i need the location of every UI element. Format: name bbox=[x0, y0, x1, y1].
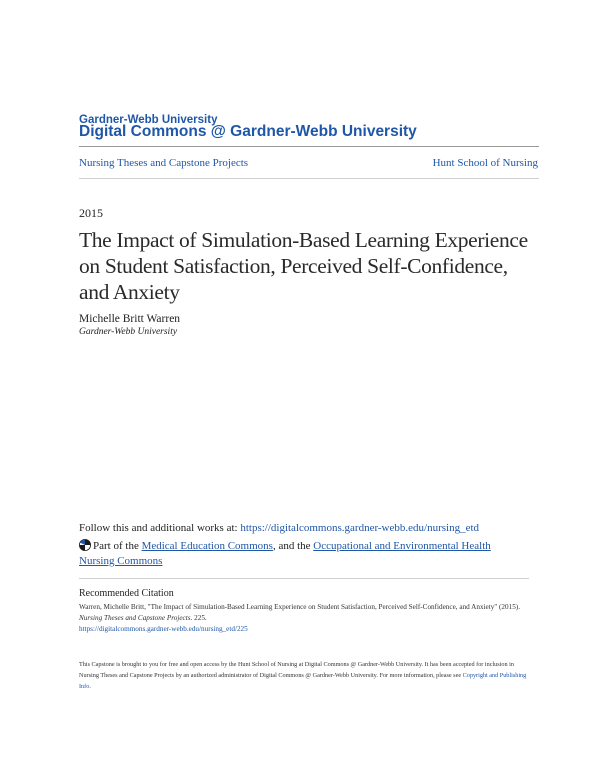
footer-notice bbox=[79, 659, 529, 692]
header-divider bbox=[79, 146, 539, 147]
follow-prefix: Follow this and additional works at: bbox=[79, 522, 241, 534]
author-name: Michelle Britt Warren bbox=[79, 313, 181, 325]
part-of-prefix: Part of the bbox=[93, 540, 142, 552]
paper-title: The Impact of Simulation-Based Learning Experience on Student Satisfaction, Perceived Self-Confidence, and Anxiety bbox=[79, 228, 528, 304]
citation-text bbox=[79, 602, 529, 635]
footer-text: This Capstone is brought to you for free and open access by the Hunt School of Nursing at Digital Commons @ Gardner-Webb University. It has been accepted for inclusion in Nursing Theses and Capstone Projects by an authorized administrator of Digital Commons @ Gardner-Webb University. For more information, please see bbox=[79, 661, 514, 679]
citation-url-link[interactable]: https://digitalcommons.gardner-webb.edu/nursing_etd/225 bbox=[79, 625, 248, 633]
occupational-health-nursing-commons-link[interactable]: Occupational and Environmental Health Nursing Commons bbox=[79, 540, 491, 567]
series-link[interactable]: Nursing Theses and Capstone Projects bbox=[79, 157, 249, 169]
citation-divider bbox=[79, 578, 529, 579]
copyright-info-link[interactable]: Copyright and Publishing Info bbox=[79, 672, 527, 690]
citation-suffix: . 225. bbox=[190, 614, 207, 622]
part-of-line bbox=[79, 539, 519, 569]
school-link[interactable]: Hunt School of Nursing bbox=[432, 157, 538, 169]
author-affiliation: Gardner-Webb University bbox=[79, 327, 178, 337]
citation-body: Warren, Michelle Britt, "The Impact of Simulation-Based Learning Experience on Student Satisfaction, Perceived Self-Confidence, and Anxiety" (2015). bbox=[79, 603, 521, 611]
recommended-citation-heading: Recommended Citation bbox=[79, 588, 174, 599]
citation-series: Nursing Theses and Capstone Projects bbox=[79, 614, 191, 622]
network-commons-icon bbox=[79, 539, 91, 551]
footer-end: . bbox=[89, 683, 91, 690]
repository-name[interactable]: Digital Commons @ Gardner-Webb University bbox=[79, 123, 417, 140]
medical-education-commons-link[interactable]: Medical Education Commons bbox=[141, 540, 273, 552]
follow-url-link[interactable]: https://digitalcommons.gardner-webb.edu/nursing_etd bbox=[240, 522, 480, 534]
nav-divider bbox=[79, 178, 539, 179]
follow-line bbox=[79, 522, 479, 534]
university-name[interactable]: Gardner-Webb University bbox=[79, 114, 218, 126]
publication-year: 2015 bbox=[79, 206, 103, 220]
part-of-middle: , and the bbox=[272, 540, 314, 552]
